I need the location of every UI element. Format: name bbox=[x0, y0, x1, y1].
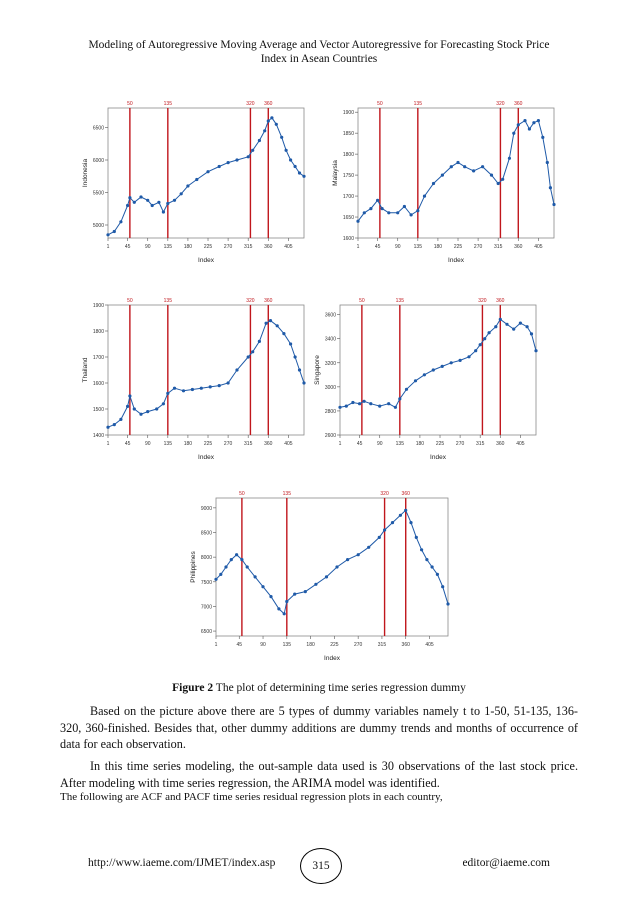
data-point bbox=[133, 407, 136, 410]
y-tick-label: 1600 bbox=[92, 381, 104, 387]
y-axis-label: Malaysia bbox=[332, 160, 339, 186]
dummy-line-label: 135 bbox=[282, 491, 291, 497]
data-point bbox=[537, 119, 540, 122]
data-point bbox=[269, 319, 272, 322]
data-point bbox=[224, 565, 227, 568]
data-point bbox=[206, 170, 209, 173]
data-point bbox=[219, 573, 222, 576]
data-point bbox=[463, 165, 466, 168]
y-tick-label: 3200 bbox=[324, 360, 336, 367]
x-tick-label: 405 bbox=[534, 244, 543, 250]
y-tick-label: 3000 bbox=[324, 384, 336, 391]
y-tick-label: 3600 bbox=[324, 312, 336, 319]
y-tick-label: 7000 bbox=[200, 604, 212, 611]
data-point bbox=[139, 195, 142, 198]
x-tick-label: 45 bbox=[356, 441, 363, 447]
x-tick-label: 180 bbox=[306, 642, 315, 648]
data-point bbox=[441, 585, 444, 588]
data-point bbox=[358, 402, 361, 405]
data-point bbox=[432, 182, 435, 185]
data-point bbox=[409, 521, 412, 524]
chart-indonesia bbox=[78, 96, 310, 268]
x-tick-label: 45 bbox=[236, 642, 243, 648]
data-point bbox=[363, 400, 366, 403]
data-point bbox=[182, 389, 185, 392]
data-point bbox=[285, 149, 288, 152]
y-tick-label: 1800 bbox=[92, 329, 104, 335]
data-point bbox=[269, 595, 272, 598]
x-tick-label: 180 bbox=[433, 244, 443, 250]
x-tick-label: 90 bbox=[260, 642, 266, 648]
x-axis-label: Index bbox=[430, 454, 446, 461]
data-point bbox=[258, 340, 261, 343]
data-point bbox=[119, 418, 122, 421]
data-point bbox=[227, 381, 230, 384]
y-tick-label: 1750 bbox=[342, 173, 354, 180]
x-tick-label: 270 bbox=[353, 642, 363, 648]
data-point bbox=[251, 149, 254, 152]
data-point bbox=[261, 585, 264, 588]
data-point bbox=[267, 119, 270, 122]
x-tick-label: 180 bbox=[415, 441, 425, 447]
data-point bbox=[302, 381, 305, 384]
plot-frame bbox=[358, 108, 554, 238]
paragraph-2: In this time series modeling, the out-sample data used is 30 observations of the last stock price. After modeling with time series regression, the ARIMA model was identified. bbox=[60, 759, 578, 790]
data-point bbox=[294, 165, 297, 168]
plot-frame bbox=[216, 498, 448, 636]
x-tick-label: 270 bbox=[473, 244, 483, 250]
data-point bbox=[155, 407, 158, 410]
x-tick-label: 405 bbox=[425, 642, 434, 648]
x-tick-label: 1 bbox=[106, 244, 110, 250]
data-point bbox=[387, 402, 390, 405]
data-point bbox=[133, 201, 136, 204]
data-point bbox=[191, 388, 194, 391]
data-point bbox=[494, 325, 497, 328]
data-point bbox=[270, 116, 273, 119]
data-point bbox=[240, 558, 243, 561]
data-point bbox=[285, 600, 288, 603]
data-point bbox=[180, 192, 183, 195]
data-point bbox=[526, 325, 529, 328]
x-tick-label: 225 bbox=[453, 244, 463, 250]
running-header bbox=[60, 38, 578, 66]
x-tick-label: 315 bbox=[244, 441, 253, 447]
data-point bbox=[209, 385, 212, 388]
plot-frame bbox=[108, 305, 304, 435]
x-tick-label: 45 bbox=[124, 441, 131, 447]
page-footer bbox=[0, 848, 638, 878]
paragraph-3: The following are ACF and PACF time series residual regression plots in each country, bbox=[60, 791, 443, 803]
dummy-line-label: 135 bbox=[163, 298, 172, 304]
data-point bbox=[247, 355, 250, 358]
data-point bbox=[298, 171, 301, 174]
figure-caption-text: The plot of determining time series regression dummy bbox=[213, 682, 466, 694]
data-point bbox=[246, 565, 249, 568]
data-point bbox=[214, 578, 217, 581]
data-point bbox=[146, 199, 149, 202]
x-tick-label: 90 bbox=[144, 244, 151, 250]
data-point bbox=[139, 413, 142, 416]
data-point bbox=[549, 186, 552, 189]
data-point bbox=[423, 373, 426, 376]
header-line-1: Modeling of Autoregressive Moving Average and Vector Autoregressive for Forecasting Stock Price bbox=[88, 39, 550, 51]
data-point bbox=[294, 355, 297, 358]
data-point bbox=[530, 332, 533, 335]
dummy-line-label: 360 bbox=[496, 298, 505, 304]
data-point bbox=[302, 175, 305, 178]
data-point bbox=[387, 211, 390, 214]
data-point bbox=[151, 204, 154, 207]
data-point bbox=[282, 332, 285, 335]
data-point bbox=[446, 602, 449, 605]
data-point bbox=[356, 220, 359, 223]
y-tick-label: 1650 bbox=[342, 215, 354, 222]
data-point bbox=[265, 322, 268, 325]
data-point bbox=[186, 184, 189, 187]
data-point bbox=[369, 207, 372, 210]
data-point bbox=[113, 230, 116, 233]
data-point bbox=[450, 165, 453, 168]
footer-email-link[interactable]: editor@iaeme.com bbox=[462, 857, 550, 869]
x-tick-label: 270 bbox=[223, 441, 233, 447]
data-point bbox=[425, 558, 428, 561]
data-point bbox=[481, 165, 484, 168]
data-point bbox=[363, 211, 366, 214]
chart-philippines bbox=[186, 486, 454, 666]
data-point bbox=[420, 548, 423, 551]
x-tick-label: 405 bbox=[284, 244, 293, 250]
data-point bbox=[396, 211, 399, 214]
data-point bbox=[345, 405, 348, 408]
data-point bbox=[325, 575, 328, 578]
y-tick-label: 2600 bbox=[324, 433, 336, 439]
data-point bbox=[404, 509, 407, 512]
data-point bbox=[247, 155, 250, 158]
data-point bbox=[280, 136, 283, 139]
y-tick-label: 6000 bbox=[92, 158, 104, 164]
data-point bbox=[128, 196, 131, 199]
x-tick-label: 360 bbox=[264, 244, 273, 250]
x-tick-label: 225 bbox=[203, 244, 213, 250]
data-point bbox=[474, 349, 477, 352]
data-point bbox=[501, 178, 504, 181]
dummy-line-label: 135 bbox=[163, 101, 172, 107]
data-point bbox=[258, 139, 261, 142]
y-tick-label: 5000 bbox=[92, 223, 104, 229]
data-point bbox=[378, 536, 381, 539]
data-point bbox=[488, 331, 491, 334]
data-point bbox=[405, 388, 408, 391]
data-point bbox=[490, 174, 493, 177]
dummy-line-label: 320 bbox=[246, 298, 255, 304]
y-tick-label: 1400 bbox=[92, 433, 104, 439]
data-point bbox=[146, 410, 149, 413]
data-point bbox=[512, 132, 515, 135]
y-tick-label: 1700 bbox=[92, 355, 104, 361]
x-tick-label: 1 bbox=[338, 441, 342, 447]
y-axis-label: Singapore bbox=[314, 355, 321, 385]
y-tick-label: 1500 bbox=[92, 407, 104, 413]
data-point bbox=[126, 405, 129, 408]
data-point bbox=[403, 205, 406, 208]
x-tick-label: 315 bbox=[476, 441, 485, 447]
chart-malaysia bbox=[328, 96, 560, 268]
data-point bbox=[459, 359, 462, 362]
data-point bbox=[546, 161, 549, 164]
dummy-line-label: 360 bbox=[264, 101, 273, 107]
y-axis-label: Thailand bbox=[82, 357, 89, 383]
header-line-2: Index in Asean Countries bbox=[260, 53, 378, 65]
data-point bbox=[195, 178, 198, 181]
data-point bbox=[423, 195, 426, 198]
data-point bbox=[432, 368, 435, 371]
data-point bbox=[391, 521, 394, 524]
data-point bbox=[505, 323, 508, 326]
data-point bbox=[277, 607, 280, 610]
data-point bbox=[227, 161, 230, 164]
data-point bbox=[251, 350, 254, 353]
data-point bbox=[508, 157, 511, 160]
data-point bbox=[472, 169, 475, 172]
data-point bbox=[541, 136, 544, 139]
data-point bbox=[483, 337, 486, 340]
x-tick-label: 1 bbox=[214, 642, 218, 648]
chart-thailand bbox=[78, 293, 310, 465]
data-point bbox=[283, 612, 286, 615]
dummy-line-label: 320 bbox=[246, 101, 255, 107]
data-point bbox=[276, 324, 279, 327]
data-point bbox=[517, 123, 520, 126]
dummy-line-label: 135 bbox=[413, 101, 422, 107]
data-point bbox=[235, 553, 238, 556]
dummy-line-label: 320 bbox=[496, 101, 505, 107]
data-point bbox=[441, 174, 444, 177]
data-point bbox=[528, 127, 531, 130]
figure-label: Figure 2 bbox=[172, 682, 214, 694]
data-point bbox=[383, 528, 386, 531]
data-point bbox=[519, 322, 522, 325]
x-tick-label: 405 bbox=[516, 441, 525, 447]
x-tick-label: 360 bbox=[514, 244, 523, 250]
data-point bbox=[289, 158, 292, 161]
data-point bbox=[218, 384, 221, 387]
dummy-line-label: 360 bbox=[514, 101, 523, 107]
y-axis-label: Philippines bbox=[190, 551, 197, 583]
figure-caption bbox=[60, 682, 578, 694]
y-tick-label: 1600 bbox=[342, 236, 354, 242]
data-point bbox=[293, 593, 296, 596]
data-point bbox=[126, 204, 129, 207]
data-point bbox=[416, 209, 419, 212]
x-tick-label: 135 bbox=[163, 441, 172, 447]
y-axis-label: Indonesia bbox=[82, 158, 89, 188]
x-axis-label: Index bbox=[324, 655, 340, 662]
data-point bbox=[254, 575, 257, 578]
data-point bbox=[338, 406, 341, 409]
paragraph-1: Based on the picture above there are 5 types of dummy variables namely t to 1-50, 51-135, 136-320, 360-finished. Besides that, other dummy additions are dummy trends and months of occurrence of data for each observation. bbox=[60, 704, 578, 751]
x-tick-label: 90 bbox=[394, 244, 401, 250]
x-axis-label: Index bbox=[198, 257, 214, 264]
dummy-line-label: 50 bbox=[127, 298, 133, 304]
dummy-line-label: 360 bbox=[401, 491, 410, 497]
data-point bbox=[314, 583, 317, 586]
data-point bbox=[166, 202, 169, 205]
x-tick-label: 90 bbox=[376, 441, 383, 447]
data-point bbox=[304, 590, 307, 593]
x-axis-label: Index bbox=[198, 454, 214, 461]
data-point bbox=[335, 565, 338, 568]
data-point bbox=[263, 129, 266, 132]
dummy-line-label: 320 bbox=[380, 491, 389, 497]
x-tick-label: 225 bbox=[330, 642, 339, 648]
y-tick-label: 2800 bbox=[324, 408, 336, 415]
data-point bbox=[431, 565, 434, 568]
data-point bbox=[369, 402, 372, 405]
x-tick-label: 405 bbox=[284, 441, 293, 447]
x-tick-label: 135 bbox=[163, 244, 172, 250]
data-point bbox=[414, 379, 417, 382]
dummy-line-label: 50 bbox=[359, 298, 365, 304]
data-point bbox=[415, 536, 418, 539]
data-point bbox=[173, 199, 176, 202]
dummy-line-label: 50 bbox=[377, 101, 383, 107]
data-point bbox=[436, 573, 439, 576]
data-point bbox=[376, 199, 379, 202]
data-point bbox=[381, 207, 384, 210]
data-point bbox=[173, 387, 176, 390]
y-tick-label: 6500 bbox=[92, 125, 104, 132]
data-point bbox=[289, 342, 292, 345]
y-tick-label: 8500 bbox=[200, 530, 212, 537]
x-tick-label: 315 bbox=[377, 642, 387, 648]
y-tick-label: 1700 bbox=[342, 194, 354, 201]
dummy-line-label: 320 bbox=[478, 298, 487, 304]
data-point bbox=[523, 119, 526, 122]
x-tick-label: 135 bbox=[413, 244, 422, 250]
data-point bbox=[456, 161, 459, 164]
data-point bbox=[157, 201, 160, 204]
x-tick-label: 90 bbox=[144, 441, 151, 447]
x-tick-label: 1 bbox=[356, 244, 360, 250]
data-point bbox=[275, 123, 278, 126]
x-tick-label: 135 bbox=[282, 642, 291, 648]
x-tick-label: 180 bbox=[183, 244, 193, 250]
x-tick-label: 45 bbox=[124, 244, 131, 250]
data-point bbox=[166, 392, 169, 395]
data-point bbox=[378, 405, 381, 408]
x-tick-label: 135 bbox=[395, 441, 404, 447]
x-tick-label: 315 bbox=[494, 244, 503, 250]
data-point bbox=[346, 558, 349, 561]
y-tick-label: 9000 bbox=[200, 505, 212, 512]
x-tick-label: 225 bbox=[435, 441, 445, 447]
data-point bbox=[441, 365, 444, 368]
data-point bbox=[399, 514, 402, 517]
y-tick-label: 8000 bbox=[200, 555, 212, 562]
data-point bbox=[119, 220, 122, 223]
x-tick-label: 180 bbox=[183, 441, 193, 447]
data-point bbox=[106, 233, 109, 236]
y-tick-label: 1900 bbox=[342, 110, 354, 117]
y-tick-label: 5500 bbox=[92, 190, 104, 197]
data-point bbox=[357, 553, 360, 556]
y-tick-label: 1900 bbox=[92, 303, 104, 309]
data-point bbox=[499, 318, 502, 321]
data-point bbox=[162, 210, 165, 213]
data-point bbox=[497, 182, 500, 185]
x-tick-label: 1 bbox=[106, 441, 110, 447]
y-tick-label: 6500 bbox=[200, 629, 212, 636]
data-point bbox=[532, 121, 535, 124]
data-point bbox=[367, 546, 370, 549]
dummy-line-label: 50 bbox=[239, 491, 245, 497]
data-point bbox=[410, 213, 413, 216]
data-point bbox=[113, 423, 116, 426]
data-point bbox=[394, 406, 397, 409]
data-point bbox=[230, 558, 233, 561]
data-point bbox=[128, 394, 131, 397]
data-point bbox=[512, 328, 515, 331]
data-point bbox=[479, 343, 482, 346]
data-point bbox=[218, 165, 221, 168]
y-tick-label: 3400 bbox=[324, 336, 336, 343]
data-point bbox=[534, 349, 537, 352]
data-point bbox=[200, 387, 203, 390]
dummy-line-label: 50 bbox=[127, 101, 133, 107]
x-tick-label: 270 bbox=[223, 244, 233, 250]
data-point bbox=[235, 368, 238, 371]
data-point bbox=[552, 203, 555, 206]
footer-url-link[interactable]: http://www.iaeme.com/IJMET/index.asp bbox=[88, 857, 276, 869]
x-tick-label: 270 bbox=[455, 441, 465, 447]
data-point bbox=[467, 355, 470, 358]
x-tick-label: 360 bbox=[264, 441, 273, 447]
x-tick-label: 360 bbox=[401, 642, 410, 648]
x-tick-label: 225 bbox=[203, 441, 213, 447]
y-tick-label: 1850 bbox=[342, 131, 354, 138]
x-tick-label: 45 bbox=[374, 244, 381, 250]
x-axis-label: Index bbox=[448, 257, 464, 264]
data-point bbox=[398, 397, 401, 400]
data-point bbox=[450, 361, 453, 364]
dummy-line-label: 135 bbox=[395, 298, 404, 304]
data-point bbox=[351, 401, 354, 404]
dummy-line-label: 360 bbox=[264, 298, 273, 304]
data-point bbox=[162, 402, 165, 405]
y-tick-label: 7500 bbox=[200, 579, 212, 586]
x-tick-label: 360 bbox=[496, 441, 505, 447]
y-tick-label: 1800 bbox=[342, 152, 354, 159]
x-tick-label: 315 bbox=[244, 244, 253, 250]
data-point bbox=[106, 426, 109, 429]
data-point bbox=[235, 158, 238, 161]
chart-singapore bbox=[310, 293, 542, 465]
data-point bbox=[298, 368, 301, 371]
page-number: 315 bbox=[300, 848, 342, 884]
